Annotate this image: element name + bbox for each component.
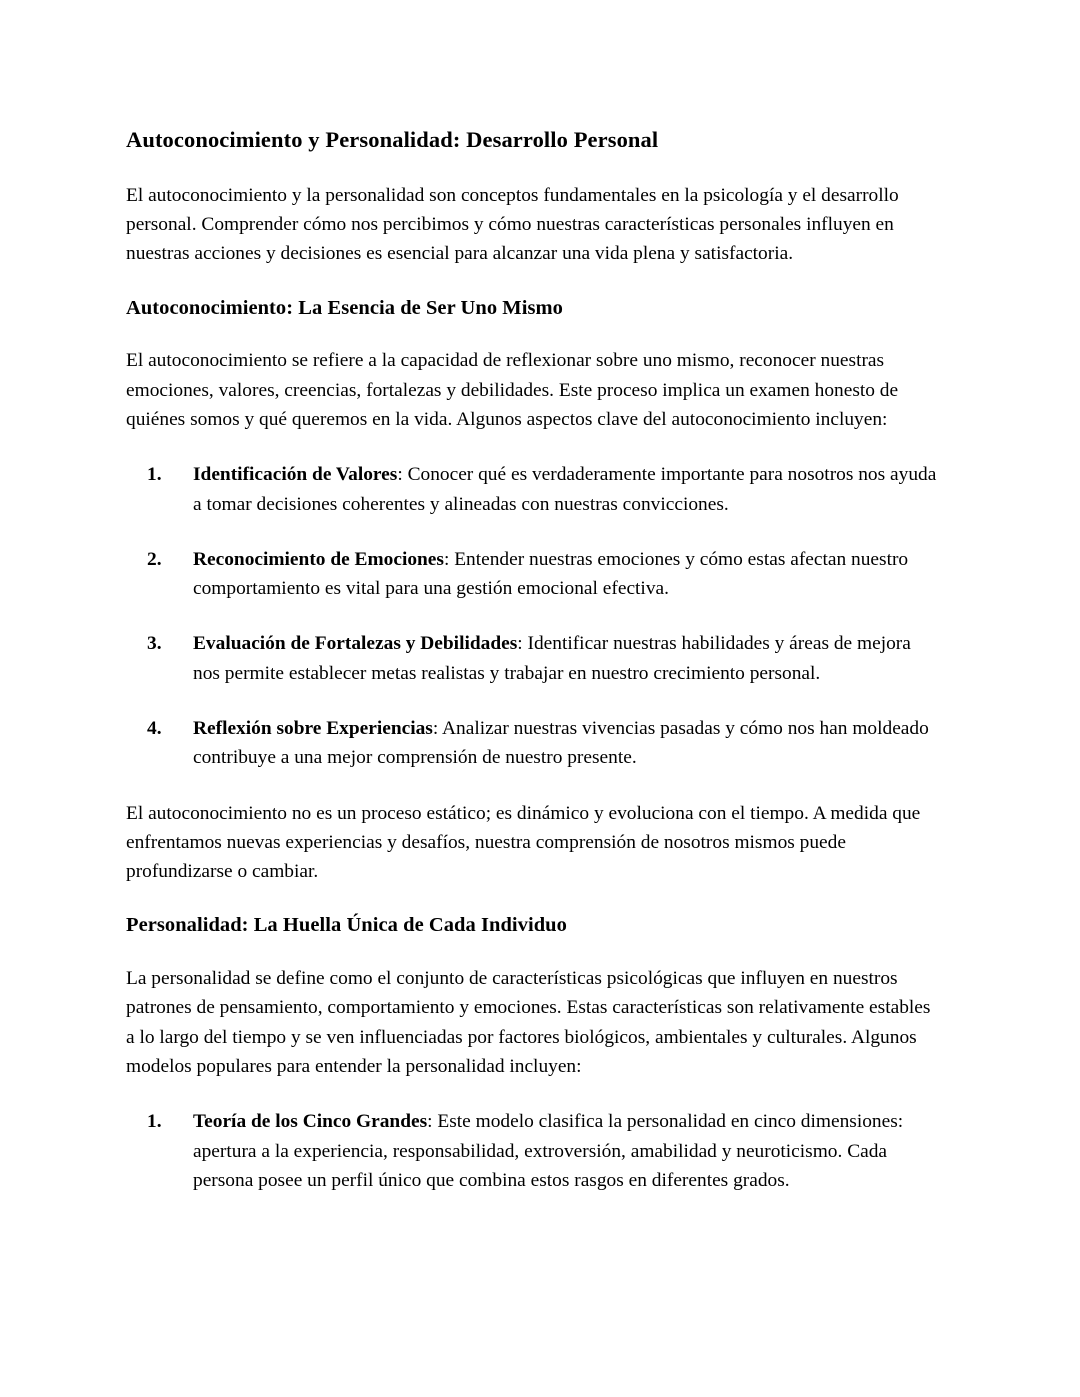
list-item-label: Evaluación de Fortalezas y Debilidades — [193, 633, 518, 655]
list-item-body: : Este modelo clasifica la personalidad en cinco dimensiones: apertura a la experiencia, responsabilidad, extroversión, amabilidad y neuroticismo. Cada persona posee un perfil único que combina estos rasgos en diferentes grados. — [193, 1111, 904, 1191]
list-marker: 1. — [147, 1111, 162, 1133]
list-item — [126, 545, 940, 604]
list-item-label: Identificación de Valores — [193, 464, 398, 486]
list-marker: 2. — [147, 548, 162, 570]
list-marker: 1. — [147, 464, 162, 486]
list-marker: 4. — [147, 718, 162, 739]
list-item — [126, 1107, 940, 1195]
list-item-body: : Entender nuestras emociones y cómo estas afectan nuestro comportamiento es vital para una gestión emocional efectiva. — [193, 548, 909, 600]
section-heading-autoconocimiento: Autoconocimiento: La Esencia de Ser Uno Mismo — [126, 296, 563, 319]
list-personalidad — [126, 1107, 940, 1195]
list-marker: 3. — [147, 633, 162, 655]
list-item-body: : Conocer qué es verdaderamente importante para nosotros nos ayuda a tomar decisiones coherentes y alineadas con nuestras convicciones. — [193, 464, 937, 515]
list-autoconocimiento — [126, 460, 940, 772]
section-intro-personalidad: La personalidad se define como el conjunto de características psicológicas que influyen en nuestros patrones de pensamiento, comportamiento y emociones. Estas características son relativamente estables a lo largo del tiempo y se ven influenciadas por factores biológicos, ambientales y culturales. Algunos modelos populares para entender la personalidad incluyen: — [126, 968, 931, 1078]
list-item-label: Teoría de los Cinco Grandes — [193, 1111, 428, 1133]
list-item-body: : Analizar nuestras vivencias pasadas y cómo nos han moldeado contribuye a una mejor comprensión de nuestro presente. — [193, 718, 929, 769]
list-item — [126, 629, 940, 688]
list-item — [126, 714, 940, 773]
list-item-label: Reflexión sobre Experiencias — [193, 718, 433, 739]
section-intro-autoconocimiento: El autoconocimiento se refiere a la capacidad de reflexionar sobre uno mismo, reconocer nuestras emociones, valores, creencias, fortalezas y debilidades. Este proceso implica un examen honesto de quiénes somos y qué queremos en la vida. Algunos aspectos clave del autoconocimiento incluyen: — [126, 350, 899, 430]
section-closing-autoconocimiento: El autoconocimiento no es un proceso estático; es dinámico y evoluciona con el tiempo. A medida que enfrentamos nuevas experiencias y desafíos, nuestra comprensión de nosotros mismos puede profundizarse o cambiar. — [126, 802, 921, 883]
page-title: Autoconocimiento y Personalidad: Desarrollo Personal — [126, 127, 659, 152]
list-item — [126, 460, 940, 519]
list-item-label: Reconocimiento de Emociones — [193, 548, 444, 570]
list-item-body: : Identificar nuestras habilidades y áreas de mejora nos permite establecer metas realistas y trabajar en nuestro crecimiento personal. — [193, 633, 911, 684]
section-heading-personalidad: Personalidad: La Huella Única de Cada Individuo — [126, 914, 567, 937]
intro-paragraph: El autoconocimiento y la personalidad son conceptos fundamentales en la psicología y el desarrollo personal. Comprender cómo nos percibimos y cómo nuestras características personales influyen en nuestras acciones y decisiones es esencial para alcanzar una vida plena y satisfactoria. — [126, 184, 899, 265]
